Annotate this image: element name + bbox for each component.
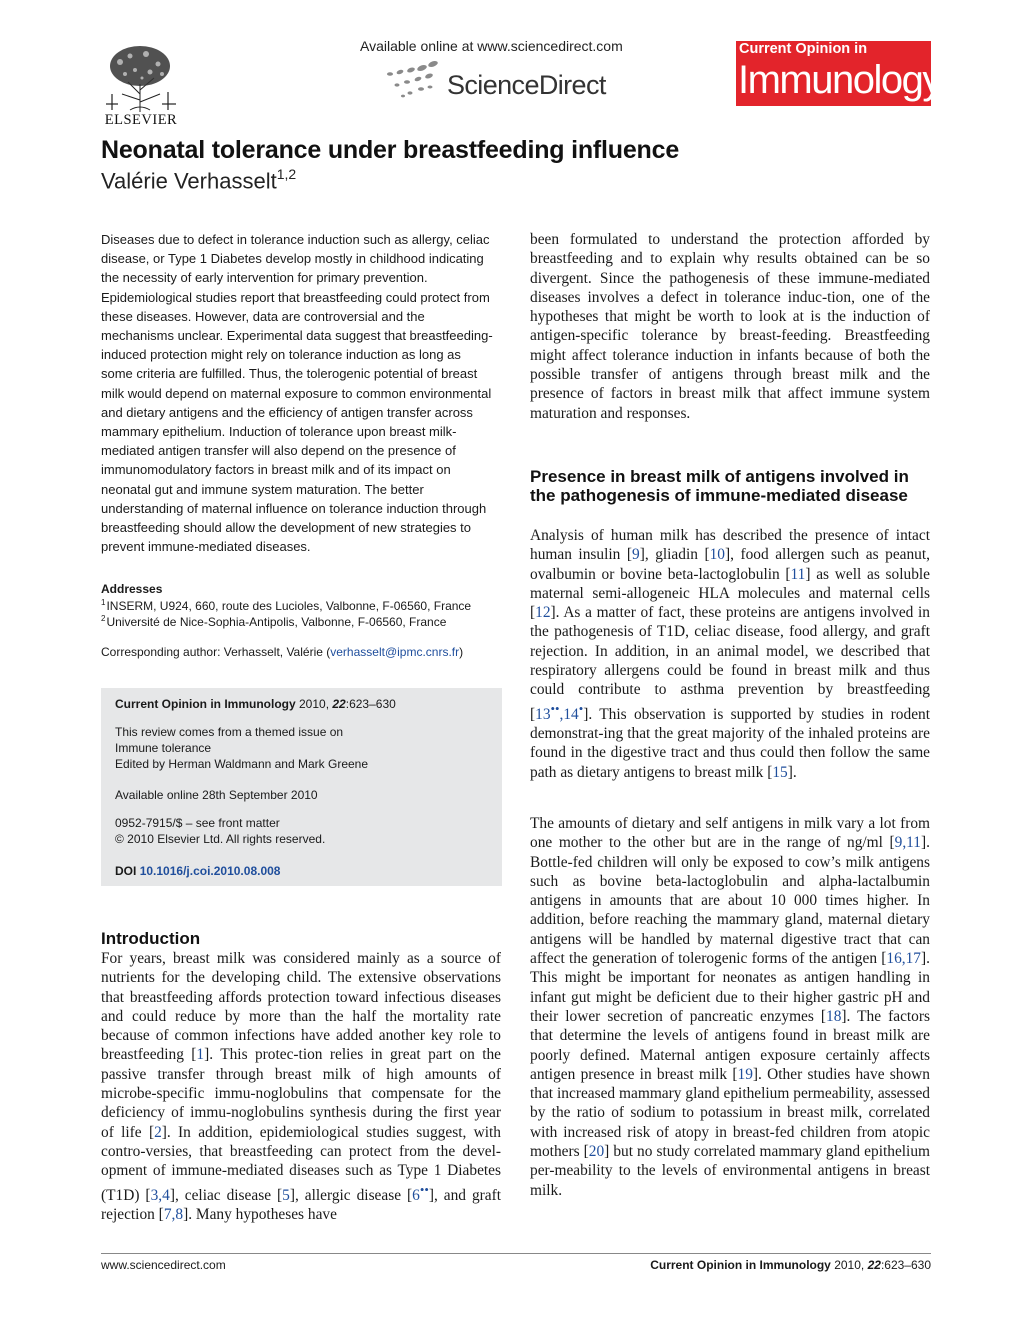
author-name: Valérie Verhasselt <box>101 168 277 194</box>
sciencedirect-dots-logo-icon <box>385 58 445 100</box>
presence-body-paragraph-2: The amounts of dietary and self antigens in milk vary a lot from one mother to the other but are in the range of ng/ml [9,11]. Bottle-fed children will only be exposed to cow’s milk antigens such as bovine beta-lactoglobulin and alpha-lactalbumin antigens in amounts that are about 10 000 times higher. In addition, before reaching the mammary gland, maternal dietary antigens will be handled by maternal digestive tract that can affect the generation of tolerogenic forms of the antigen [16,17]. This might be important for neonates as antigen handling in infant gut might be deficient due to their higher gastric pH and their lower secretion of pancreatic enzymes [18]. The factors that determine the levels of antigens found in breast milk are poorly defined. Maternal antigen exposure certainly affects antigen presence in breast milk [19]. Other studies have shown that increased mammary gland epithelium permeability, assessed by the ratio of sodium to potassium in breast milk, correlated with increased risk of atopy in breast-fed children from atopic mothers [20] but no study correlated mammary gland epithelium per-meability to the levels of environmental antigens in breast milk. <box>530 815 930 1199</box>
info-copyright: © 2010 Elsevier Ltd. All rights reserved. <box>115 832 326 846</box>
info-doi: DOI 10.1016/j.coi.2010.08.008 <box>115 864 281 878</box>
footer-citation: Current Opinion in Immunology 2010, 22:623–630 <box>650 1258 931 1272</box>
section-heading-presence: Presence in breast milk of antigens involved in the pathogenesis of immune-mediated disease <box>530 467 909 505</box>
info-themed-issue-topic: Immune tolerance <box>115 741 212 755</box>
info-issn: 0952-7915/$ – see front matter <box>115 816 280 830</box>
address-item: $^2$Université de Nice-Sophia-Antipolis, Valbonne, F-06560, France <box>101 614 447 629</box>
author-email-link[interactable]: verhasselt@ipmc.cnrs.fr <box>330 645 460 659</box>
introduction-continued: been formulated to understand the protection afforded by breastfeeding and to explain why results obtained can be so divergent. Since the pathogenesis of these immune-mediated diseases involves a defect in tolerance induc-tion, one of the hypotheses that might be worth to look at is the induction of antigen-specific tolerance by breast-feeding. Breastfeeding might affect tolerance induction in infants because of both the possible transfer of antigens through breast milk and the presence of factors in breast milk that affect immune system maturation and responses. <box>530 231 930 422</box>
article-info-box <box>101 688 502 886</box>
author-line <box>101 167 296 194</box>
section-heading-introduction: Introduction <box>101 929 201 948</box>
journal-logo-line1: Current Opinion in <box>739 41 868 57</box>
info-available-online: Available online 28th September 2010 <box>115 788 318 802</box>
abstract-text: Diseases due to defect in tolerance induction such as allergy, celiac disease, or Type 1 Diabetes develop mostly in childhood indicating the necessity of early intervention for primary prevention. Epidemiological studies report that breastfeeding could protect from these diseases. However, data are controversial and the mechanisms unclear. Experimental data suggest that breastfeeding-induced protection might rely on tolerance induction as long as some criteria are fulfilled. Thus, the tolerogenic potential of breast milk would depend on maternal exposure to common environmental and dietary antigens and the efficiency of antigen transfer across mammary epithelium. Induction of tolerance upon breast milk-mediated antigen transfer will also depend on the presence of immunomodulatory factors in breast milk and of its impact on neonatal gut and immune system maturation. The better understanding of maternal influence on tolerance induction through breastfeeding should allow the development of new strategies to prevent immune-mediated diseases. <box>101 232 493 555</box>
publisher-name: ELSEVIER <box>104 112 178 128</box>
info-edited-by: Edited by Herman Waldmann and Mark Greene <box>115 757 369 771</box>
presence-body-paragraph-1: Analysis of human milk has described the presence of intact human insulin [9], gliadin [10], food allergen such as peanut, ovalbumin or bovine beta-lactoglobulin [11] as well as soluble maternal semi-allogeneic HLA molecules and maternal cells [12]. As a matter of fact, these proteins are antigens involved in the pathogenesis of T1D, celiac disease, food allergy, and graft rejection. In addition, in an animal model, we described that respiratory allergens could be found in breast milk and thus could contribute to asthma prevention by breastfeeding [13••,14•]. This observation is supported by studies in rodent demonstrat-ing that the great majority of the inhaled proteins are found in the digestive tract and thus could then follow the same path as dietary antigens to breast milk [15]. <box>530 527 930 781</box>
address-item: $^1$INSERM, U924, 660, route des Lucioles, Valbonne, F-06560, France <box>101 598 472 613</box>
corresponding-author: Corresponding author: Verhasselt, Valérie (verhasselt@ipmc.cnrs.fr) <box>101 645 464 659</box>
abstract <box>101 230 493 556</box>
doi-link[interactable]: 10.1016/j.coi.2010.08.008 <box>139 864 281 878</box>
author-affiliation-marks: 1,2 <box>276 166 297 182</box>
available-online-text: Available online at www.sciencedirect.com <box>360 38 623 54</box>
sciencedirect-wordmark: ScienceDirect <box>447 70 606 100</box>
article-title: Neonatal tolerance under breastfeeding influence <box>101 136 680 164</box>
journal-logo-line2: Immunology <box>738 58 941 102</box>
journal-logo <box>736 41 941 106</box>
addresses-heading: Addresses <box>101 582 163 596</box>
introduction-body: For years, breast milk was considered mainly as a source of nutrients for the developing child. The extensive observations that breastfeeding affords protection toward infectious diseases and could reduce by more than the half the mortality rate because of common infections have added another key role to breastfeeding [1]. This protec-tion relies in great part on the passive transfer through breast milk of high amounts of microbe-specific immu-noglobulins that compensate for the deficiency of immu-noglobulins synthesis during the first year of life [2]. In addition, epidemiological studies suggest, with contro-versies, that breastfeeding can protect from the devel-opment of immune-mediated diseases such as Type 1 Diabetes (T1D) [3,4], celiac disease [5], allergic disease [6••], and graft rejection [7,8]. Many hypotheses have <box>101 950 502 1223</box>
info-citation: Current Opinion in Immunology 2010, 22:623–630 <box>115 697 396 711</box>
footer-divider <box>101 1253 931 1254</box>
info-themed-issue: This review comes from a themed issue on <box>115 725 344 739</box>
footer-website: www.sciencedirect.com <box>101 1258 226 1272</box>
